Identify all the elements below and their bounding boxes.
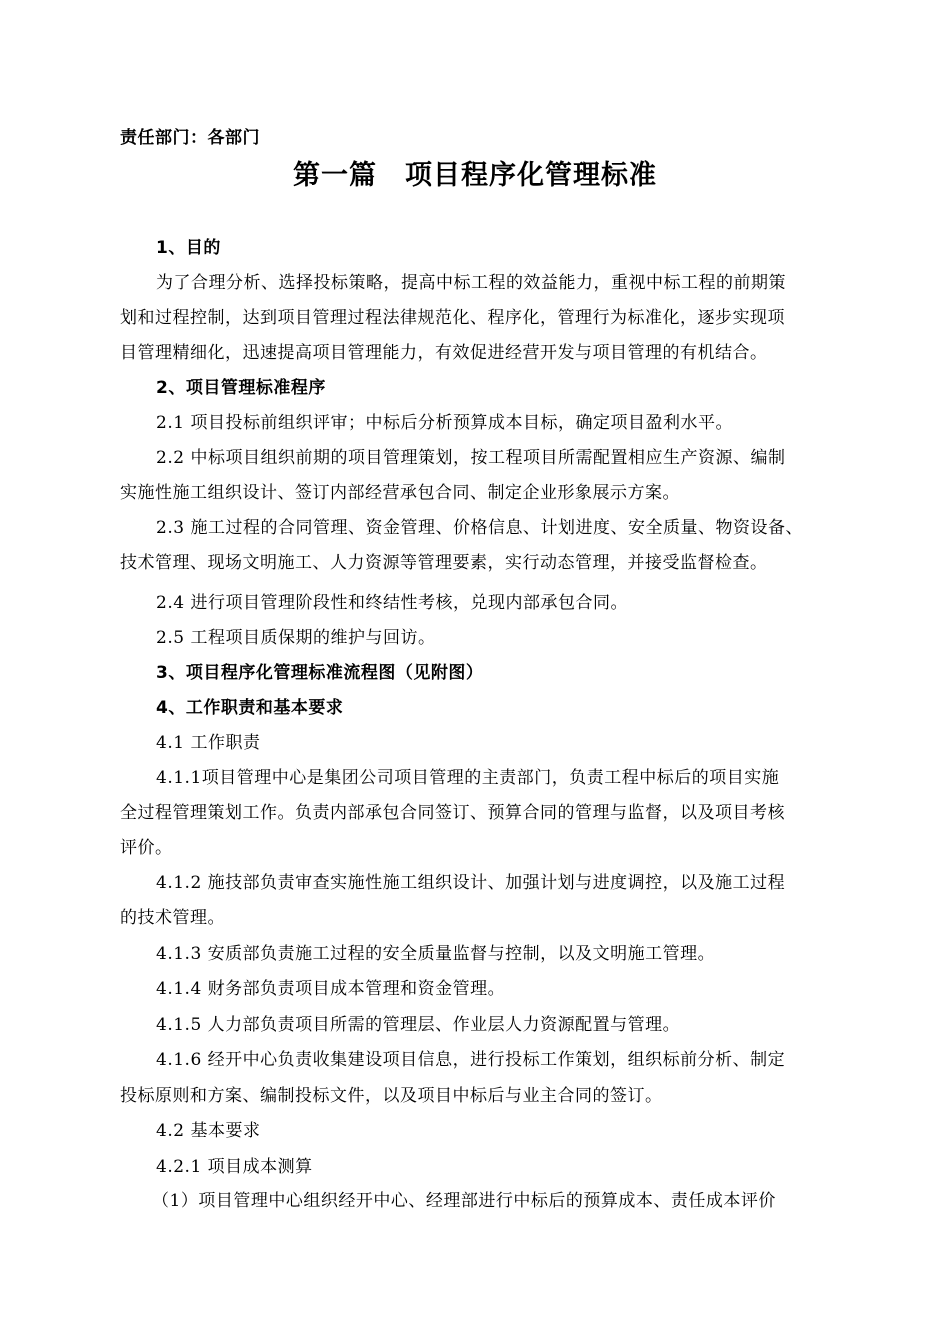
section-heading: 2、项目管理标准程序 xyxy=(156,378,326,398)
paragraph-line: 4.1 工作职责 xyxy=(156,733,261,753)
paragraph-line: 2.1 项目投标前组织评审；中标后分析预算成本目标，确定项目盈利水平。 xyxy=(156,413,733,433)
paragraph-line: 划和过程控制，达到项目管理过程法律规范化、程序化，管理行为标准化，逐步实现项 xyxy=(120,308,785,328)
paragraph-line: 4.2.1 项目成本测算 xyxy=(156,1157,313,1177)
section-heading: 3、项目程序化管理标准流程图（见附图） xyxy=(156,663,484,683)
section-heading: 4、工作职责和基本要求 xyxy=(156,698,344,718)
paragraph-line: 技术管理、现场文明施工、人力资源等管理要素，实行动态管理，并接受监督检查。 xyxy=(120,553,768,573)
paragraph-line: 4.1.3 安质部负责施工过程的安全质量监督与控制，以及文明施工管理。 xyxy=(156,944,716,964)
paragraph-line: 2.4 进行项目管理阶段性和终结性考核，兑现内部承包合同。 xyxy=(156,593,628,613)
paragraph-line: 评价。 xyxy=(120,838,173,858)
paragraph-line: 4.2 基本要求 xyxy=(156,1121,261,1141)
paragraph-line: 4.1.4 财务部负责项目成本管理和资金管理。 xyxy=(156,979,506,999)
paragraph-line: 目管理精细化，迅速提高项目管理能力，有效促进经营开发与项目管理的有机结合。 xyxy=(120,343,768,363)
paragraph-line: 4.1.6 经开中心负责收集建设项目信息，进行投标工作策划，组织标前分析、制定 xyxy=(156,1050,786,1070)
responsible-department: 责任部门：各部门 xyxy=(120,128,260,148)
paragraph-line: 4.1.2 施技部负责审查实施性施工组织设计、加强计划与进度调控，以及施工过程 xyxy=(156,873,786,893)
paragraph-line: 2.2 中标项目组织前期的项目管理策划，按工程项目所需配置相应生产资源、编制 xyxy=(156,448,786,468)
paragraph-line: 2.3 施工过程的合同管理、资金管理、价格信息、计划进度、安全质量、物资设备、 xyxy=(156,518,803,538)
paragraph-line: 全过程管理策划工作。负责内部承包合同签订、预算合同的管理与监督，以及项目考核 xyxy=(120,803,785,823)
section-heading: 1、目的 xyxy=(156,238,221,258)
paragraph-line: 为了合理分析、选择投标策略，提高中标工程的效益能力，重视中标工程的前期策 xyxy=(156,273,786,293)
paragraph-line: 4.1.5 人力部负责项目所需的管理层、作业层人力资源配置与管理。 xyxy=(156,1015,681,1035)
paragraph-line: 的技术管理。 xyxy=(120,908,225,928)
paragraph-line: 投标原则和方案、编制投标文件，以及项目中标后与业主合同的签订。 xyxy=(120,1086,663,1106)
paragraph-line: 2.5 工程项目质保期的维护与回访。 xyxy=(156,628,436,648)
paragraph-line: （1）项目管理中心组织经开中心、经理部进行中标后的预算成本、责任成本评价 xyxy=(152,1191,776,1211)
document-title: 第一篇 项目程序化管理标准 xyxy=(293,160,657,191)
paragraph-line: 4.1.1项目管理中心是集团公司项目管理的主责部门，负责工程中标后的项目实施 xyxy=(156,768,780,788)
paragraph-line: 实施性施工组织设计、签订内部经营承包合同、制定企业形象展示方案。 xyxy=(120,483,680,503)
